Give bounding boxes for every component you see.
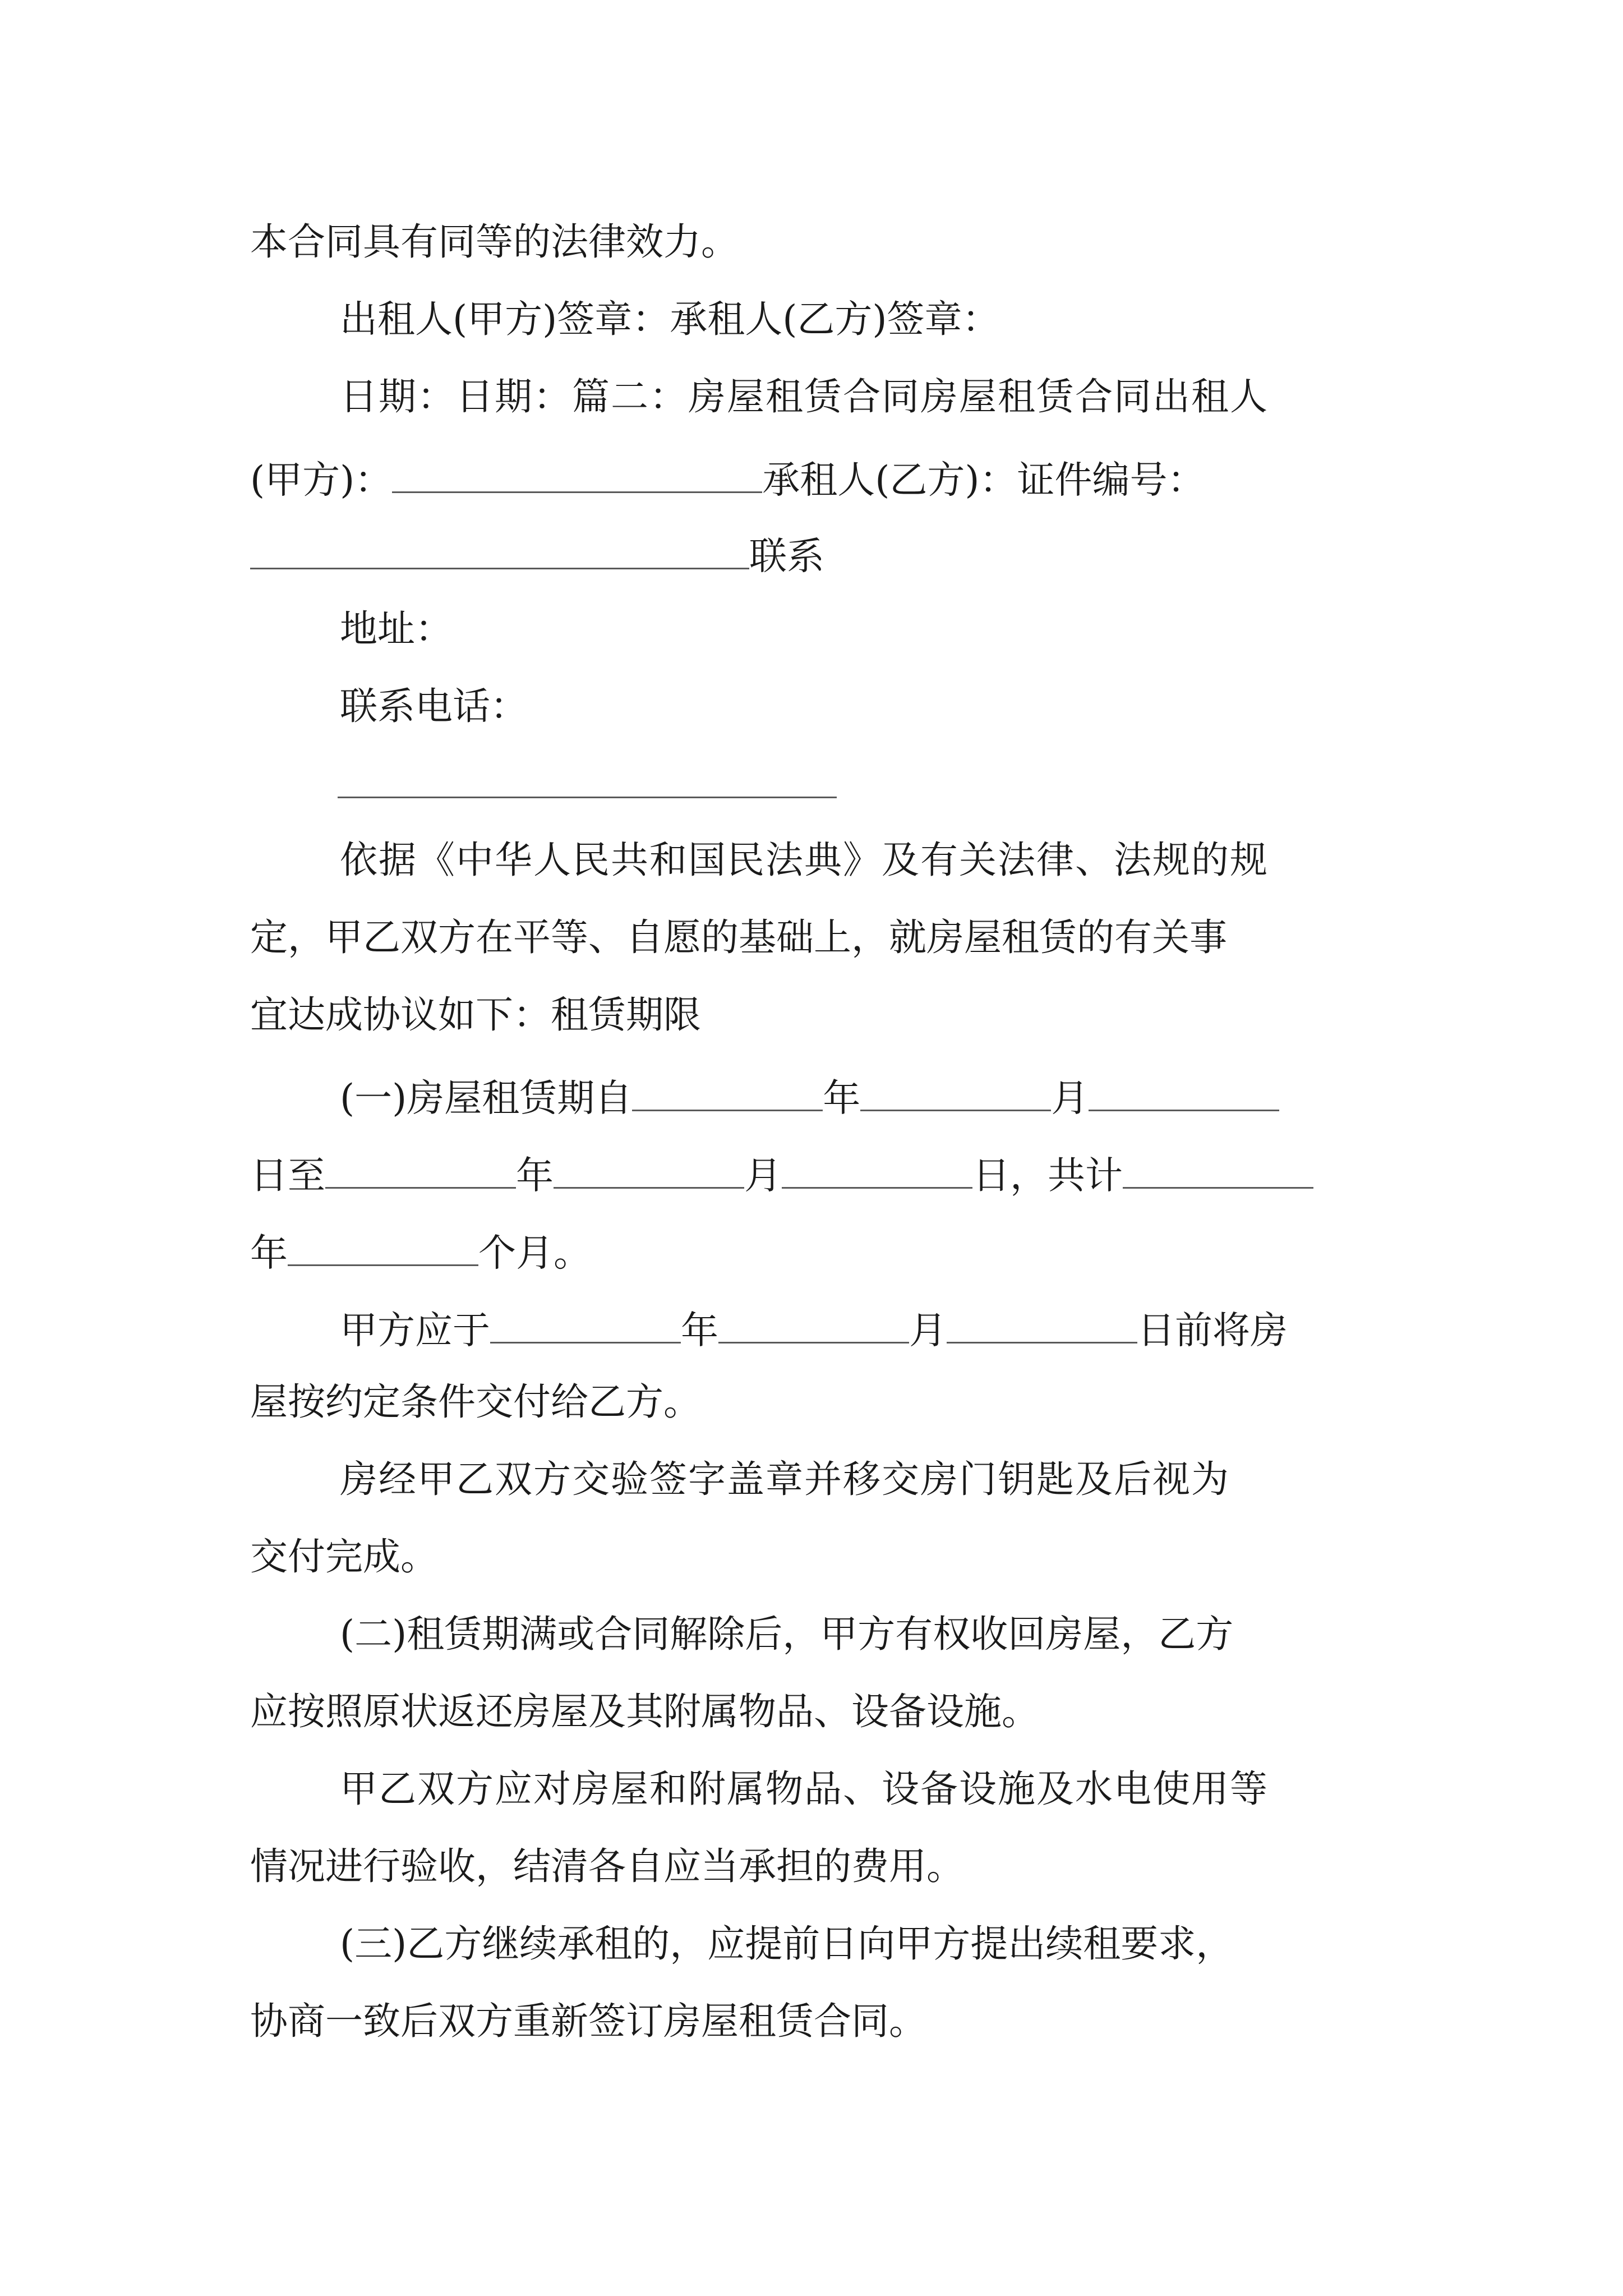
paragraph-text: 交付完成。 — [250, 1535, 438, 1579]
paragraph-text: (三)乙方继续承租的，应提前日向甲方提出续租要求， — [340, 1922, 1234, 1966]
signature-line — [340, 297, 1000, 341]
paragraph-text: 日期：日期：篇二：房屋租赁合同房屋租赁合同出租人 — [340, 375, 1269, 418]
text-line — [250, 1690, 1039, 1733]
label-text: 月 — [1051, 1076, 1089, 1120]
fill-blank — [947, 1306, 1137, 1343]
label-text: 甲方应于 — [340, 1308, 490, 1352]
fill-blank — [782, 1151, 972, 1189]
label-text: 地址： — [340, 607, 453, 651]
label-text: 月 — [744, 1153, 782, 1198]
paragraph-text: 甲乙双方应对房屋和附属物品、设备设施及水电使用等 — [340, 1767, 1269, 1811]
fill-blank — [490, 1306, 681, 1343]
label-text: 个月。 — [478, 1231, 591, 1275]
text-line — [340, 1922, 1234, 1966]
text-line — [250, 1151, 1313, 1198]
text-line — [250, 1999, 926, 2043]
label-text: 月 — [909, 1308, 947, 1352]
fill-blank — [632, 1074, 823, 1111]
text-line — [250, 1228, 591, 1275]
label-text: (甲方)： — [250, 458, 393, 502]
paragraph-text: 情况进行验收，结清各自应当承担的费用。 — [250, 1844, 964, 1888]
text-line — [340, 607, 453, 651]
text-line — [340, 1612, 1234, 1656]
fill-blank — [860, 1074, 1051, 1111]
text-line — [250, 1380, 701, 1424]
paragraph-text: 定，甲乙双方在平等、自愿的基础上，就房屋租赁的有关事 — [250, 915, 1227, 959]
paragraph-text: 依据《中华人民共和国民法典》及有关法律、法规的规 — [340, 838, 1269, 882]
label-text: 年 — [516, 1153, 554, 1198]
fill-blank — [392, 455, 762, 493]
fill-blank — [325, 1151, 516, 1189]
label-text: 日，共计 — [972, 1153, 1123, 1198]
paragraph-text: 房经甲乙双方交验签字盖章并移交房门钥匙及后视为 — [340, 1457, 1230, 1501]
paragraph-text: 协商一致后双方重新签订房屋租赁合同。 — [250, 1999, 926, 2043]
paragraph-text: 出租人(甲方)签章：承租人(乙方)签章： — [340, 297, 1000, 341]
paragraph-text: 宜达成协议如下：租赁期限 — [250, 993, 701, 1037]
text-line — [250, 915, 1227, 959]
fill-blank — [250, 532, 749, 569]
text-line — [340, 375, 1269, 418]
text-line — [250, 455, 1205, 502]
text-line — [340, 1306, 1288, 1350]
fill-blank — [1123, 1151, 1313, 1189]
label-text: 联系电话： — [340, 684, 528, 728]
text-line — [250, 993, 701, 1037]
text-line — [250, 1844, 964, 1888]
label-text: (一)房屋租赁期自 — [340, 1076, 633, 1120]
label-text: 联系 — [749, 534, 824, 578]
text-line — [250, 220, 739, 264]
paragraph-text: 本合同具有同等的法律效力。 — [250, 220, 739, 264]
paragraph-text: (二)租赁期满或合同解除后，甲方有权收回房屋，乙方 — [340, 1612, 1234, 1656]
fill-blank — [338, 797, 837, 798]
paragraph-text: 屋按约定条件交付给乙方。 — [250, 1380, 701, 1424]
text-line — [250, 1535, 438, 1579]
label-text: 年 — [681, 1308, 718, 1352]
text-line — [340, 1767, 1269, 1811]
text-line — [250, 532, 824, 576]
label-text: 年 — [250, 1231, 288, 1275]
text-line — [340, 838, 1269, 882]
label-text: 日至 — [250, 1153, 325, 1198]
label-text: 承租人(乙方)：证件编号： — [762, 458, 1205, 502]
text-line — [340, 1074, 1279, 1120]
fill-blank — [554, 1151, 744, 1189]
label-text: 年 — [823, 1076, 861, 1120]
fill-blank — [288, 1228, 478, 1266]
label-text: 日前将房 — [1137, 1308, 1288, 1352]
text-line — [340, 1457, 1230, 1501]
paragraph-text: 应按照原状返还房屋及其附属物品、设备设施。 — [250, 1690, 1039, 1733]
fill-blank — [1089, 1074, 1279, 1111]
text-line — [340, 684, 528, 728]
fill-blank — [718, 1306, 909, 1343]
